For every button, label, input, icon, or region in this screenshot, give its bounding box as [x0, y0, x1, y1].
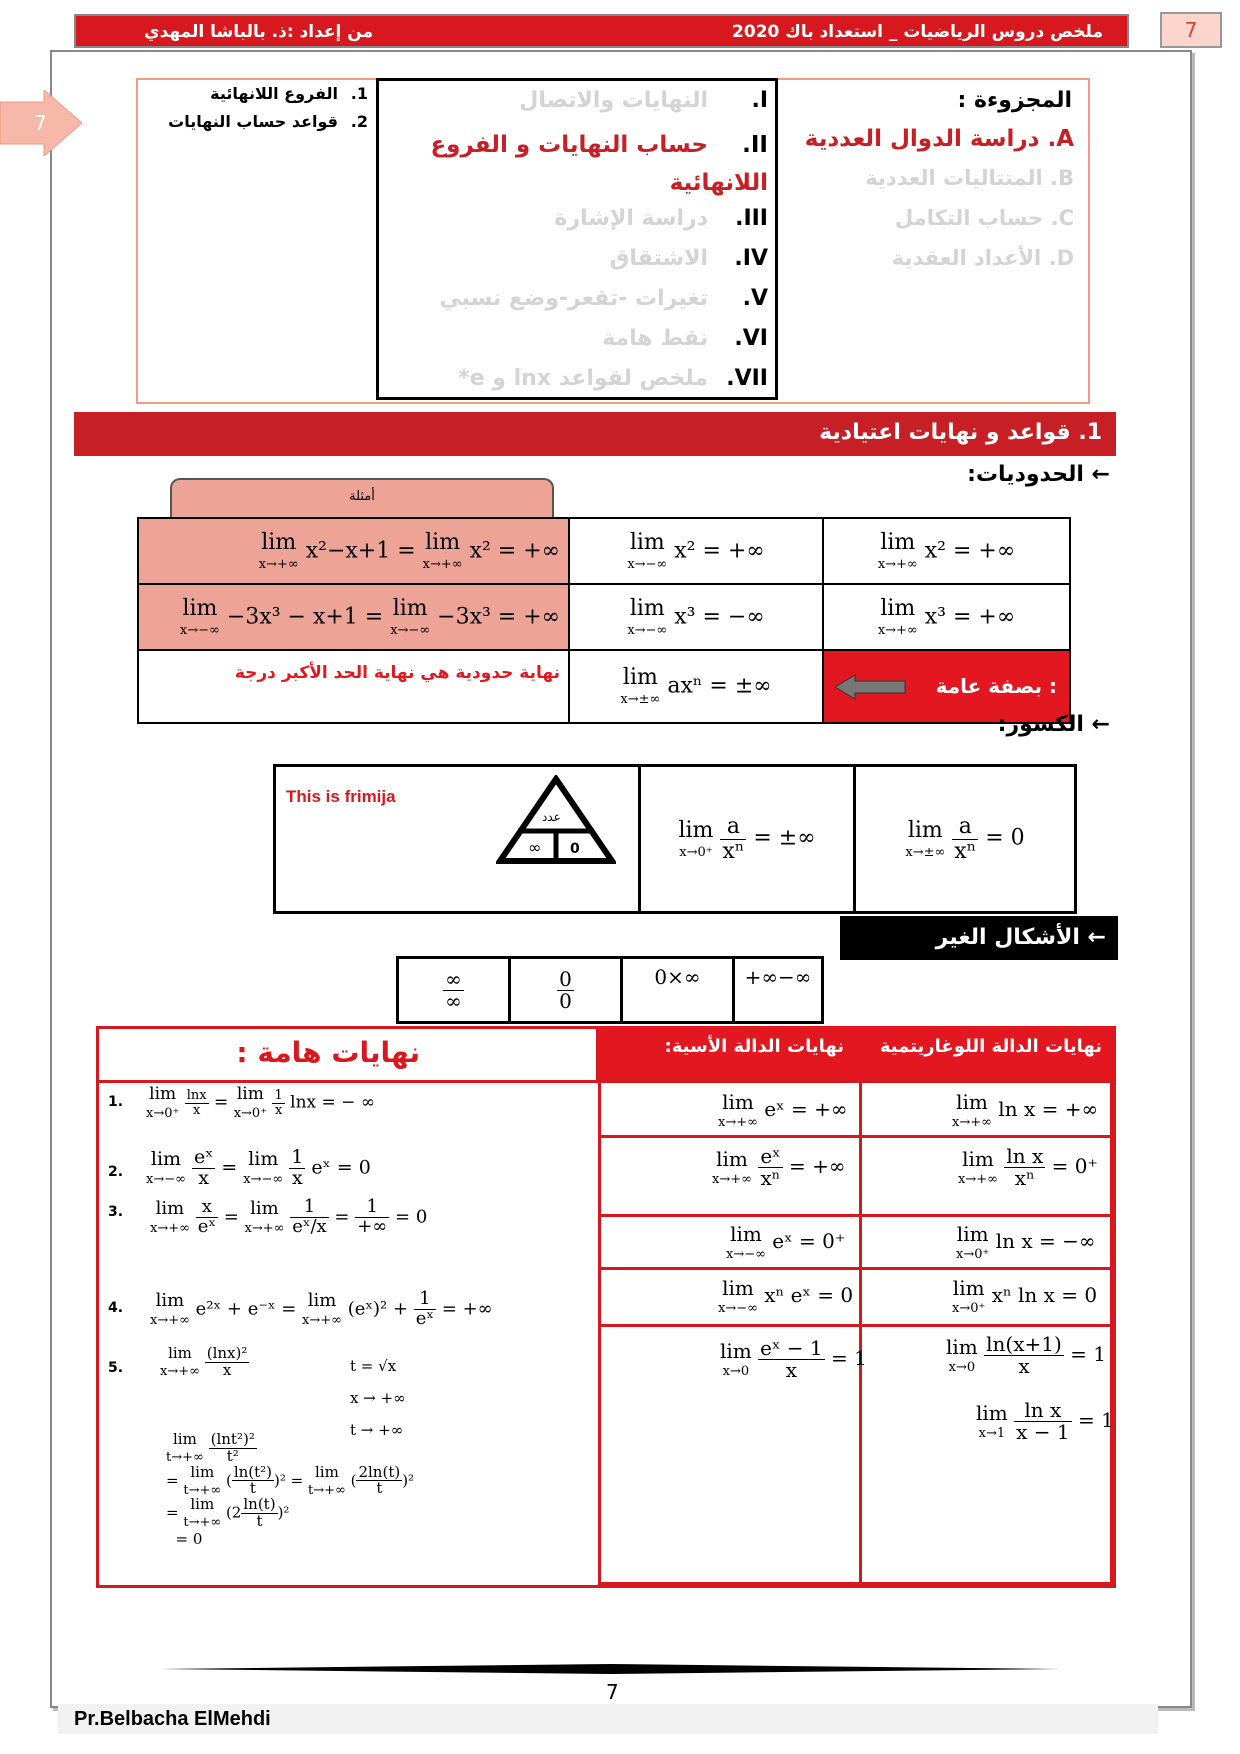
exp-rule-1: lim x→+∞ eˣ = +∞ [718, 1090, 848, 1130]
exp-rule-2: lim x→+∞ $\frac{\text{eˣ}}{\text{xⁿ}}$ = +∞ [712, 1144, 846, 1190]
frimija-triangle-icon [496, 775, 616, 867]
toc-module-a[interactable]: A. دراسة الدوال العددية [804, 126, 1074, 152]
arrow-page-number: 7 [34, 111, 47, 135]
section-banner: 1. قواعد و نهايات اعتيادية [74, 412, 1116, 456]
header-title: ملخص دروس الرياضيات _ استعداد باك 2020 [732, 22, 1103, 42]
toc-chapter-1[interactable]: I.النهايات والاتصال [519, 88, 768, 113]
frimija-label: This is frimija [286, 787, 396, 806]
important-title: نهايات هامة : [236, 1036, 420, 1069]
log-title: نهايات الدالة اللوغاريتمية [879, 1036, 1102, 1057]
general-label: بصفة عامة : [935, 673, 1057, 698]
item-5-steps: lim t→+∞ $\frac{\text{(lnt²)²}}{\text{t²}}$ = lim t→+∞ ( $\frac{\text{ln(t²)}}{t}$ )² = lim t→+∞ ( $\frac{2\ln(t)}{t}$ )² = lim t→+∞ (2 $\frac{\ln(t)}{t}$ )² = 0 [166, 1430, 415, 1548]
exp-rule-5: lim x→0 $\frac{\text{eˣ − 1}}{x}$ = 1 [720, 1336, 867, 1382]
toc-chapter-6[interactable]: VI.نقط هامة [602, 326, 768, 351]
item-3-number: 3. [108, 1204, 124, 1220]
examples-tab[interactable]: أمثلة [170, 478, 554, 520]
rule-a-over-xn-zero: lim x→0⁺ $\frac{a}{\text{xⁿ}}$ = ±∞ [640, 766, 855, 913]
footer-rule [160, 1664, 1060, 1674]
footer-author: Pr.Belbacha ElMehdi [74, 1708, 271, 1730]
log-rule-2: lim x→+∞ $\frac{\text{ln x}}{\text{xⁿ}}$ = 0⁺ [958, 1144, 1098, 1190]
svg-text:عدد: عدد [542, 810, 561, 824]
example-1: lim x→+∞ x²−x+1 = lim x→+∞ x² = +∞ [138, 518, 569, 584]
rule-a-over-xn-inf: lim x→±∞ $\frac{a}{\text{xⁿ}}$ = 0 [855, 766, 1076, 913]
svg-text:∞: ∞ [528, 838, 542, 857]
polynomials-heading: ← الحدوديات: [967, 462, 1110, 487]
frimija-cell [275, 766, 640, 913]
toc-chapter-4[interactable]: IV.الاشتقاق [609, 246, 768, 271]
exp-rule-3: lim x→−∞ eˣ = 0⁺ [726, 1222, 846, 1262]
toc-chapter-3[interactable]: III.دراسة الإشارة [554, 206, 768, 231]
exp-title: نهايات الدالة الأسية: [664, 1036, 844, 1057]
svg-text:0: 0 [570, 841, 580, 857]
rule-x2-minus-inf: lim x→−∞ x² = +∞ [569, 518, 823, 584]
toc-section-2[interactable]: 2.قواعد حساب النهايات [168, 112, 368, 131]
fractions-heading: ← الكسور: [997, 712, 1110, 737]
item-1: lim x→0⁺ $\frac{\ln x}{x}$ = lim x→0⁺ $\frac{1}{x}$ lnx = − ∞ [146, 1084, 375, 1121]
footer-page-number: 7 [606, 1680, 619, 1704]
example-2: lim x→−∞ −3x³ − x+1 = lim x→−∞ −3x³ = +∞ [138, 584, 569, 650]
form-inf-over-inf: $\frac{\infty}{\infty}$ [398, 958, 510, 1023]
log-rule-5: lim x→0 $\frac{\ln(x+1)}{x}$ = 1 [946, 1332, 1106, 1378]
item-5-substitution: t = √x x → +∞ t → +∞ [350, 1357, 406, 1439]
rule-general: lim x→±∞ axⁿ = ±∞ [569, 650, 823, 723]
page-arrow-icon [0, 90, 82, 156]
page-header [74, 14, 1129, 48]
item-5-number: 5. [108, 1360, 124, 1376]
toc-chapter-7[interactable]: VII.ملخص لقواعد lnx و e* [458, 366, 768, 391]
rule-x2-plus-inf: lim x→+∞ x² = +∞ [823, 518, 1070, 584]
toc-chapter-5[interactable]: V.تغيرات -تقعر-وضع نسبي [439, 286, 768, 311]
log-rule-4: lim x→0⁺ xⁿ ln x = 0 [952, 1276, 1098, 1316]
fractions-table [273, 764, 1077, 914]
toc-chapter-2[interactable]: II.حساب النهايات و الفروع اللانهائية [430, 132, 768, 196]
toc-group-label: المجزوءة : [957, 88, 1072, 113]
log-rule-1: lim x→+∞ ln x = +∞ [952, 1090, 1099, 1130]
item-4: lim x→+∞ e²ˣ + e⁻ˣ = lim x→+∞ (eˣ)² + $\frac{1}{\text{eˣ}}$ = +∞ [150, 1288, 493, 1329]
polynomials-table [137, 517, 1071, 724]
item-2: lim x→−∞ $\frac{\text{eˣ}}{x}$ = lim x→−∞ $\frac{1}{x}$ eˣ = 0 [146, 1146, 371, 1189]
indeterminate-table [396, 956, 824, 1024]
toc-module-d[interactable]: D. الأعداد العقدية [891, 246, 1074, 270]
item-3: lim x→+∞ $\frac{x}{\text{eˣ}}$ = lim x→+∞ $\frac{1}{\text{eˣ/x}}$ = $\frac{1}{+\infty}$ = 0 [150, 1196, 428, 1237]
item-2-number: 2. [108, 1164, 124, 1180]
form-zero-times-inf: 0×∞ [622, 958, 734, 1023]
left-arrow-icon [835, 674, 907, 700]
page-number-box: 7 [1160, 12, 1222, 48]
toc-section-1[interactable]: 1.الفروع اللانهائية [210, 84, 368, 103]
general-note-cell [138, 650, 569, 723]
toc-module-c[interactable]: C. حساب التكامل [894, 206, 1074, 230]
rule-x3-minus-inf: lim x→−∞ x³ = −∞ [569, 584, 823, 650]
item-4-number: 4. [108, 1300, 124, 1316]
exp-rule-4: lim x→−∞ xⁿ eˣ = 0 [718, 1276, 854, 1316]
general-note: نهاية حدودية هي نهاية الحد الأكبر درجة [234, 663, 560, 683]
item-5: lim x→+∞ $\frac{\text{(lnx)²}}{x}$ [160, 1344, 248, 1380]
log-rule-6: lim x→1 $\frac{\text{ln x}}{x - 1}$ = 1 [976, 1398, 1114, 1444]
item-1-number: 1. [108, 1094, 124, 1110]
rule-x3-plus-inf: lim x→+∞ x³ = +∞ [823, 584, 1070, 650]
log-rule-3: lim x→0⁺ ln x = −∞ [956, 1222, 1096, 1262]
indeterminate-heading: ← الأشكال الغير المحددة: [840, 916, 1118, 960]
form-zero-over-zero: $\frac{0}{0}$ [510, 958, 622, 1023]
toc-module-b[interactable]: B. المتتاليات العددية [865, 166, 1074, 190]
form-inf-minus-inf: +∞−∞ [734, 958, 823, 1023]
header-author: من إعداد :ذ. بالباشا المهدي [144, 22, 374, 42]
